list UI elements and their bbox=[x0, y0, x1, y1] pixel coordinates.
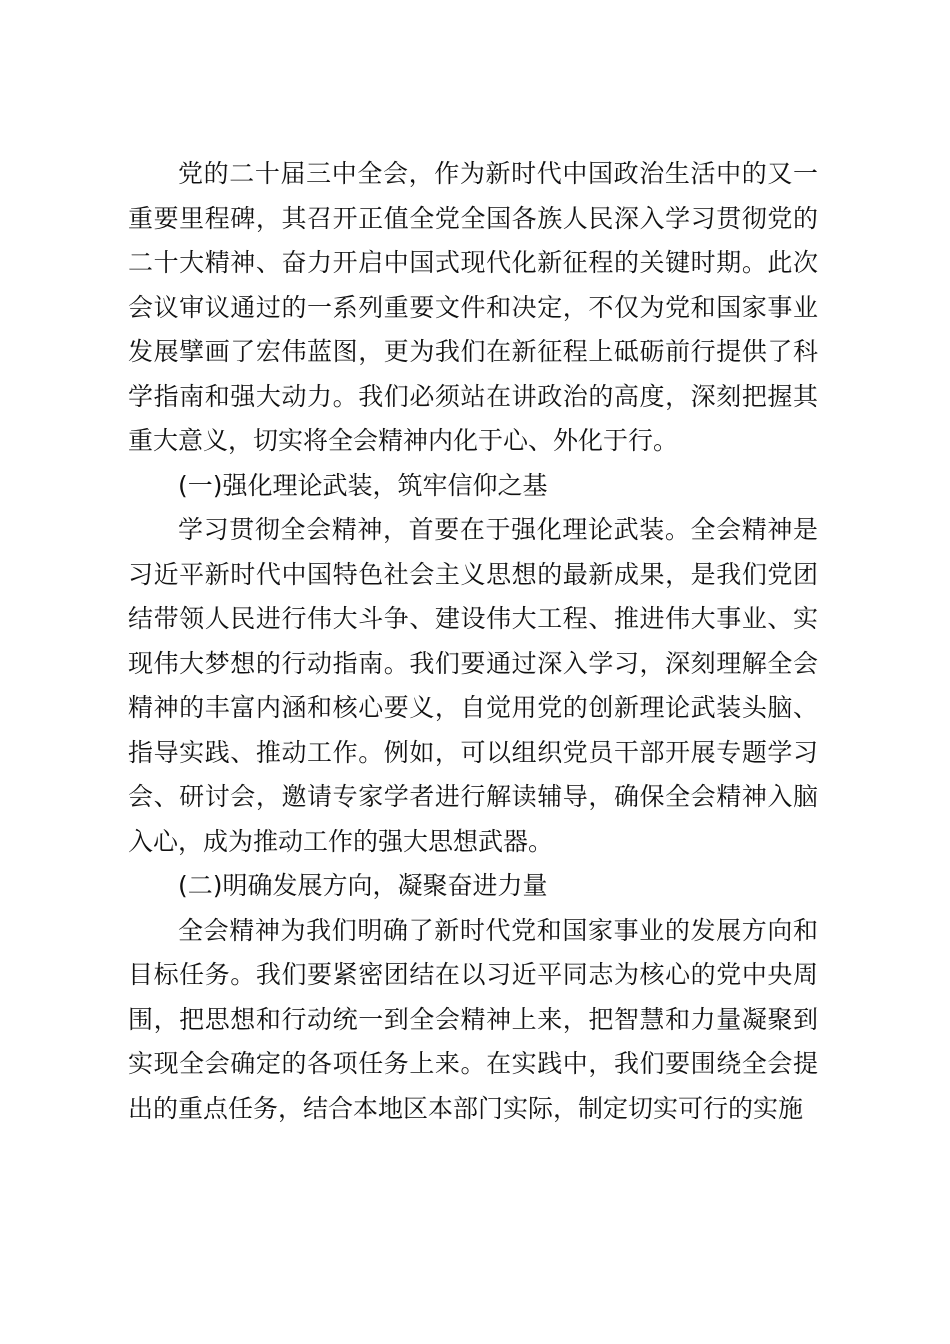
intro-paragraph: 党的二十届三中全会，作为新时代中国政治生活中的又一重要里程碑，其召开正值全党全国各族人民深入学习贯彻党的二十大精神、奋力开启中国式现代化新征程的关键时期。此次会议审议通过的一系列重要文件和决定，不仅为党和国家事业发展擘画了宏伟蓝图，更为我们在新征程上砥砺前行提供了科学指南和强大动力。我们必须站在讲政治的高度，深刻把握其重大意义，切实将全会精神内化于心、外化于行。 bbox=[128, 159, 818, 455]
section-heading-2: (二)明确发展方向，凝聚奋进力量 bbox=[178, 871, 548, 900]
section-2-paragraph: 全会精神为我们明确了新时代党和国家事业的发展方向和目标任务。我们要紧密团结在以习近平同志为核心的党中央周围，把思想和行动统一到全会精神上来，把智慧和力量凝聚到实现全会确定的各项任务上来。在实践中，我们要围绕全会提出的重点任务，结合本地区本部门实际，制定切实可行的实施 bbox=[128, 915, 818, 1123]
section-1-paragraph: 学习贯彻全会精神，首要在于强化理论武装。全会精神是习近平新时代中国特色社会主义思想的最新成果，是我们党团结带领人民进行伟大斗争、建设伟大工程、推进伟大事业、实现伟大梦想的行动指南。我们要通过深入学习，深刻理解全会精神的丰富内涵和核心要义，自觉用党的创新理论武装头脑、指导实践、推动工作。例如，可以组织党员干部开展专题学习会、研讨会，邀请专家学者进行解读辅导，确保全会精神入脑入心，成为推动工作的强大思想武器。 bbox=[128, 515, 818, 856]
section-heading-1: (一)强化理论武装，筑牢信仰之基 bbox=[178, 470, 548, 500]
document-body bbox=[128, 152, 818, 1131]
